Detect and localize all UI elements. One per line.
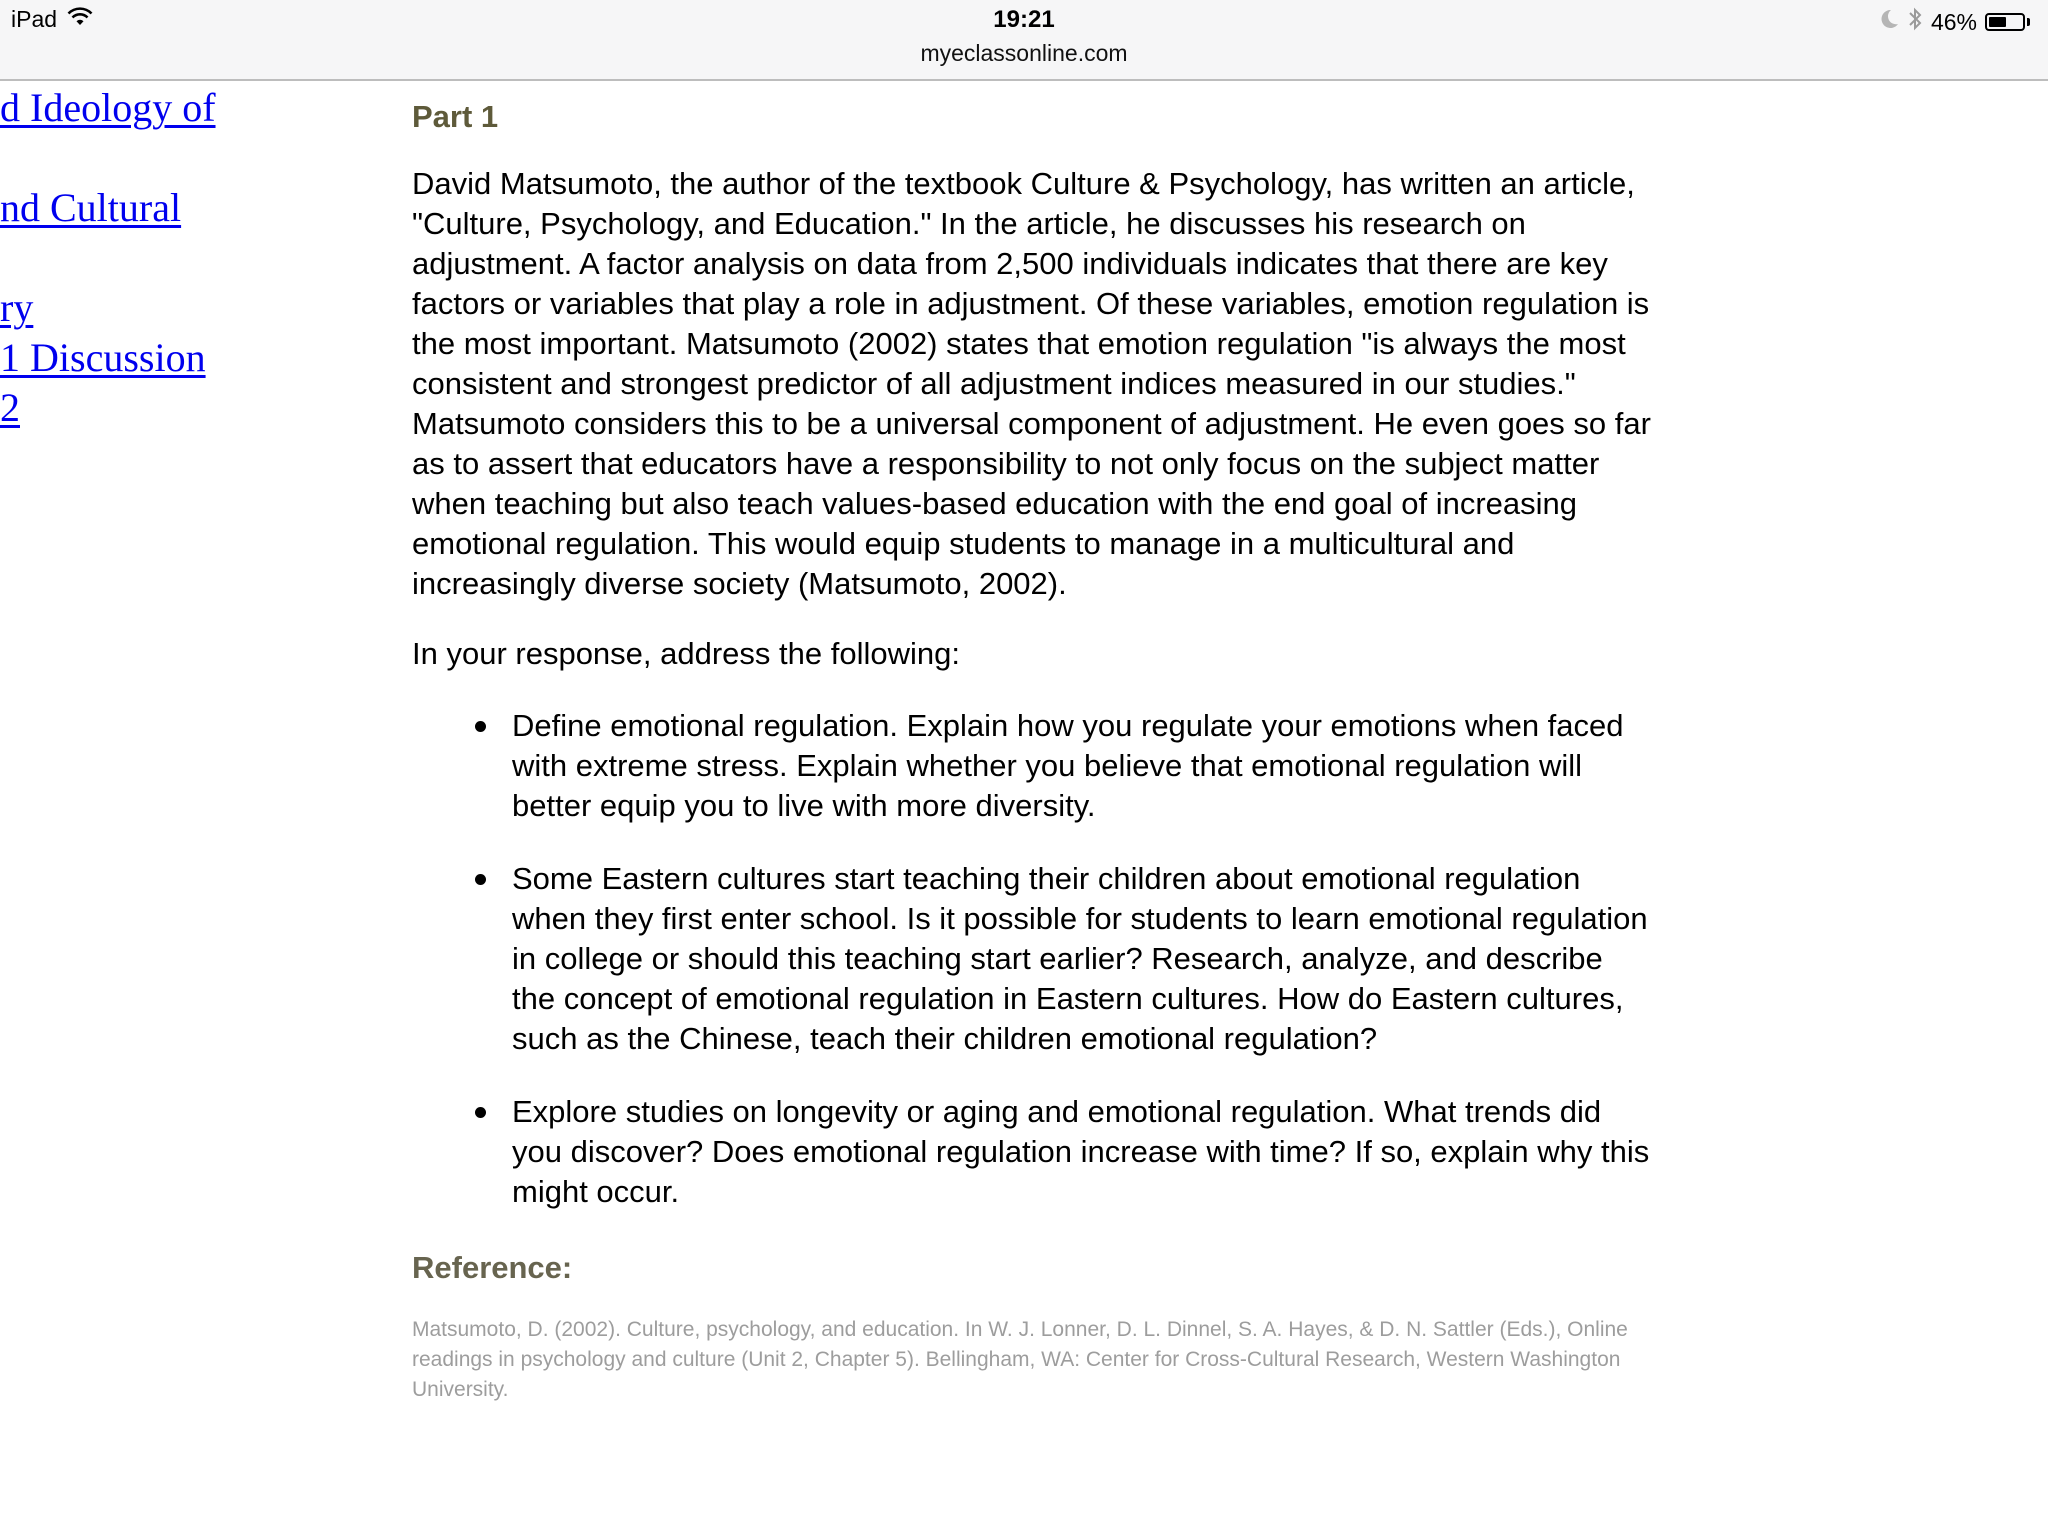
- intro-paragraph: David Matsumoto, the author of the textbook Culture & Psychology, has written an article, "Culture, Psychology, and Education." In the article, he discusses his research on adjustment. A factor analysis on data from 2,500 individuals indicates that there are key factors or variables that play a role in adjustment. Of these variables, emotion regulation is the most important. Matsumoto (2002) states that emotion regulation "is always the most consistent and strongest predictor of all adjustment indices measured in our studies." Matsumoto considers this to be a universal component of adjustment. He even goes so far as to assert that educators have a responsibility to not only focus on the subject matter when teaching but also teach values-based education with the end goal of increasing emotional regulation. This would equip students to manage in a multicultural and increasingly diverse society (Matsumoto, 2002).: [412, 166, 1651, 601]
- bluetooth-icon: [1907, 6, 1923, 38]
- battery-tip: [2027, 18, 2030, 26]
- device-name: iPad: [11, 6, 58, 32]
- sidebar-link-cultural[interactable]: nd Cultural: [0, 185, 182, 230]
- prompt-text: In your response, address the following:: [412, 636, 960, 671]
- assignment-content: [412, 94, 1652, 1426]
- status-right: [1879, 6, 2030, 38]
- battery-icon: [1985, 13, 2025, 31]
- part-heading: Part 1: [412, 99, 499, 134]
- battery-fill: [1989, 17, 2006, 27]
- question-text: Some Eastern cultures start teaching their children about emotional regulation when they first enter school. Is it possible for students to learn emotional regulation in college or should this teaching start earlier? Research, analyze, and describe the concept of emotional regulation in Eastern cultures. How do Eastern cultures, such as the Chinese, teach their children emotional regulation?: [512, 861, 1648, 1056]
- question-item: [412, 706, 1652, 826]
- sidebar-link-ideology[interactable]: d Ideology of: [0, 85, 216, 130]
- question-text: Define emotional regulation. Explain how you regulate your emotions when faced with extreme stress. Explain whether you believe that emotional regulation will better equip you to live with more diversity.: [512, 708, 1624, 823]
- question-item: [412, 859, 1652, 1059]
- sidebar-link-ry[interactable]: ry: [0, 285, 34, 330]
- sidebar-link-2[interactable]: 2: [0, 385, 20, 430]
- sidebar-link-discussion-1[interactable]: 1 Discussion: [0, 335, 206, 380]
- clock: 19:21: [993, 6, 1055, 33]
- question-list: [412, 706, 1652, 1212]
- reference-citation: Matsumoto, D. (2002). Culture, psychology, and education. In W. J. Lonner, D. L. Dinnel, S. A. Hayes, & D. N. Sattler (Eds.), Online readings in psychology and culture (Unit 2, Chapter 5). Bellingham, WA: Center for Cross-Cultural Research, Western Washington University.: [412, 1318, 1628, 1401]
- moon-icon: [1879, 8, 1899, 36]
- bullet-icon: [475, 1107, 486, 1118]
- reference-heading: Reference:: [412, 1250, 573, 1285]
- question-text: Explore studies on longevity or aging and emotional regulation. What trends did you discover? Does emotional regulation increase with time? If so, explain why this might occur.: [512, 1094, 1650, 1209]
- status-bar: [0, 0, 2048, 81]
- battery-percent: 46%: [1930, 8, 1977, 35]
- bullet-icon: [475, 721, 486, 732]
- bullet-icon: [475, 874, 486, 885]
- address-bar-url[interactable]: myeclassonline.com: [920, 40, 1128, 66]
- question-item: [412, 1092, 1652, 1212]
